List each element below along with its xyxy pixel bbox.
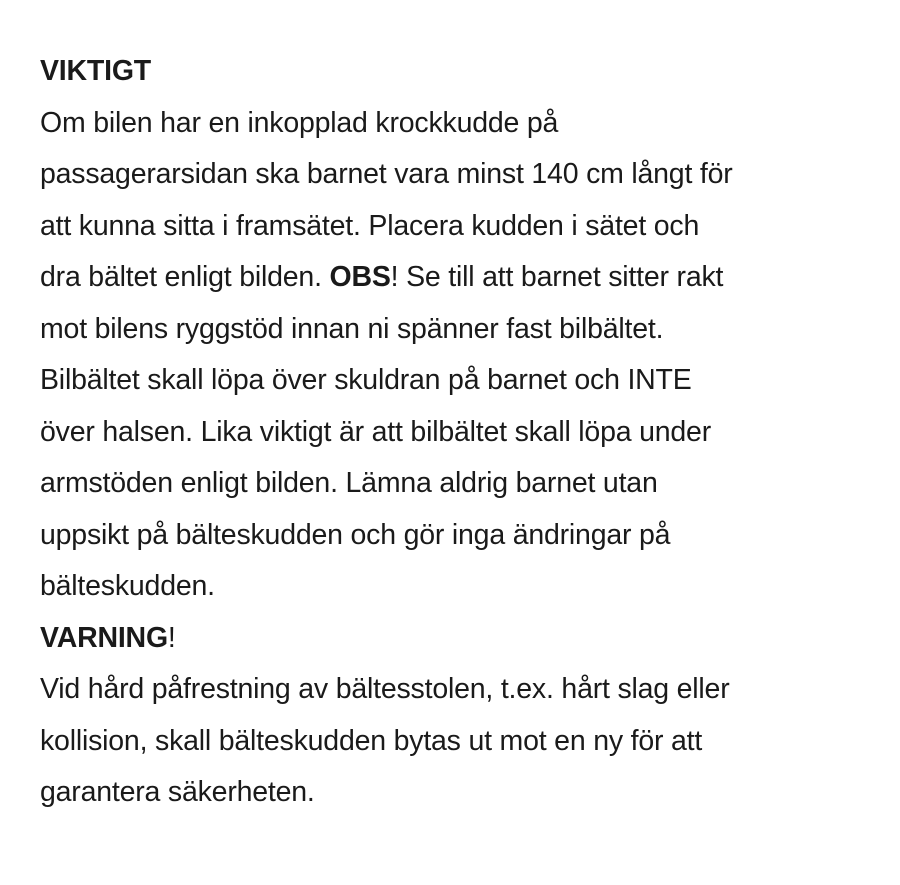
- warning-text-block: [40, 46, 880, 819]
- important-line-1: Om bilen har en inkopplad krockkudde på: [40, 106, 559, 139]
- important-line-4-start: dra bältet enligt bilden.: [40, 261, 330, 293]
- important-line-7: över halsen. Lika viktigt är att bilbältet skall löpa under: [40, 415, 711, 448]
- important-line-6: Bilbältet skall löpa över skuldran på barnet och INTE: [40, 364, 692, 396]
- important-line-4: [40, 252, 880, 304]
- important-line-4-end: ! Se till att barnet sitter rakt: [390, 261, 724, 293]
- warning-line-3: garantera säkerheten.: [40, 776, 315, 808]
- warning-line-1: Vid hård påfrestning av bältesstolen, t.ex. hårt slag eller: [40, 673, 730, 705]
- important-line-5: mot bilens ryggstöd innan ni spänner fast bilbältet.: [40, 312, 664, 345]
- warning-line-2: kollision, skall bälteskudden bytas ut mot en ny för att: [40, 724, 703, 757]
- warning-heading-bold: VARNING: [40, 621, 168, 654]
- important-line-2: passagerarsidan ska barnet vara minst 140 cm långt för: [40, 158, 733, 190]
- important-line-9: uppsikt på bälteskudden och gör inga ändringar på: [40, 518, 671, 551]
- warning-heading-end: !: [167, 621, 176, 654]
- important-line-3: att kunna sitta i framsätet. Placera kudden i sätet och: [40, 209, 700, 242]
- obs-emphasis: OBS: [329, 261, 391, 293]
- important-heading: VIKTIGT: [40, 55, 152, 87]
- warning-heading: [40, 613, 880, 665]
- important-line-8: armstöden enligt bilden. Lämna aldrig barnet utan: [40, 467, 658, 499]
- important-line-10: bälteskudden.: [40, 570, 215, 602]
